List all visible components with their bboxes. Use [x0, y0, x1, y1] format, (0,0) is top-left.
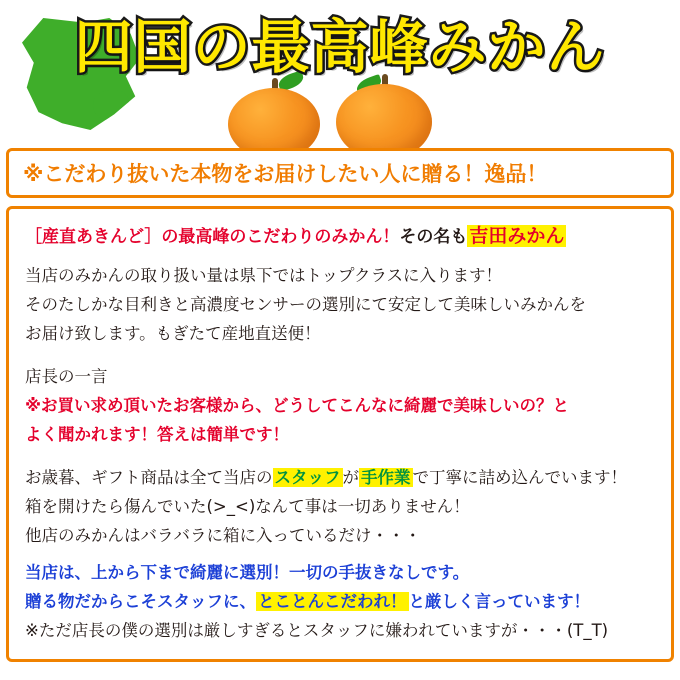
- hero-banner: [0, 0, 680, 148]
- body-panel: [6, 206, 674, 662]
- spacer: [25, 449, 655, 463]
- para3-handwork-highlight: 手作業: [361, 468, 411, 487]
- para3-line5-highlight: とことんこだわれ！: [258, 592, 407, 611]
- para2-line-2: [25, 420, 655, 449]
- para3-line1-b: が: [342, 468, 359, 487]
- para2-text-1: ※お買い求め頂いたお客様から、どうしてこんなに綺麗で美味しいの？と: [25, 396, 570, 415]
- para3-line-2: 箱を開けたら傷んでいた(>_<)なんて事は一切ありません！: [25, 497, 470, 516]
- para3-line5-c: と厳しく言っています！: [408, 592, 590, 611]
- para3-line1-a: お歳暮、ギフト商品は全て当店の: [25, 468, 273, 487]
- spacer: [25, 348, 655, 362]
- orange-fruit-right-icon: [336, 84, 432, 148]
- headline-text: ※こだわり抜いた本物をお届けしたい人に贈る！逸品！: [23, 162, 548, 186]
- para3-line4-a: 当店は、: [25, 563, 91, 582]
- para3-line-4: [25, 558, 655, 587]
- para3-line-5: [25, 587, 655, 616]
- hero-title: 四国の最高峰みかん: [74, 13, 606, 81]
- para3-line1-c: で丁寧に詰め込んでいます！: [412, 468, 627, 487]
- para3-line-6: ※ただ店長の僕の選別は厳しすぎるとスタッフに嫌われていますが・・・(T_T): [25, 621, 609, 640]
- para1-line-3: お届け致します。もぎたて産地直送便！: [25, 324, 321, 343]
- para1-line-2: そのたしかな目利きと高濃度センサーの選別にて安定して美味しいみかんを: [25, 295, 586, 314]
- para1-line-1: 当店のみかんの取り扱い量は県下ではトップクラスに入ります！: [25, 266, 503, 285]
- para3-line-1: [25, 463, 655, 492]
- spacer: [25, 550, 655, 558]
- lead-line: [25, 221, 655, 253]
- para3-line-3: 他店のみかんはバラバラに箱に入っているだけ・・・: [25, 526, 421, 545]
- para2-text-2: よく聞かれます！答えは簡単です！: [25, 425, 289, 444]
- lead-part2: その名も: [399, 227, 468, 247]
- spacer: [25, 253, 655, 261]
- para3-line4-b: 上から下まで綺麗に選別！一切の手抜きなしです。: [91, 563, 470, 582]
- brand-name: 吉田みかん: [469, 225, 565, 247]
- para2-line-1: [25, 391, 655, 420]
- headline-bar: [6, 148, 674, 198]
- orange-fruit-left-icon: [228, 88, 320, 148]
- lead-part1: ［産直あきんど］の最高峰のこだわりのみかん！: [25, 227, 400, 247]
- para3-staff-highlight: スタッフ: [274, 468, 341, 487]
- para3-line5-a: 贈る物だからこそスタッフに、: [25, 592, 256, 611]
- section2-title: 店長の一言: [25, 367, 108, 386]
